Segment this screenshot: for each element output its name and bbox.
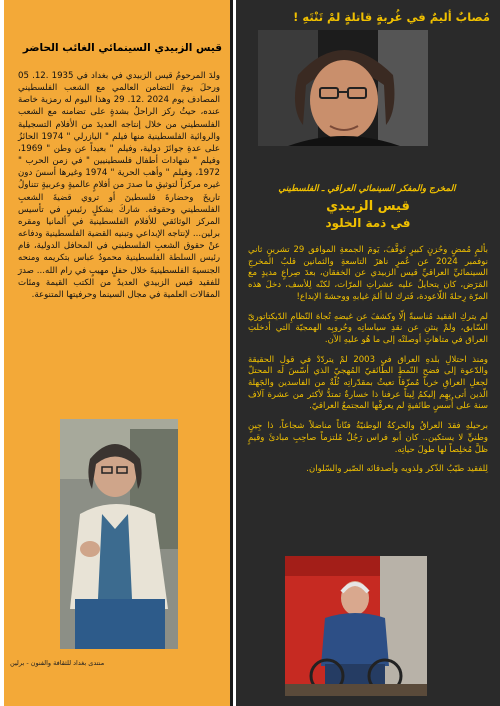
paragraph: لم يتركِ الفقيد مُناسبةً إلّا وكشفَ عن غيضهِ تُجاهَ النّظامِ الدّيكتاتوريّ السّابق، ولمْ ينثنِ عن نقدِ سياساتِه وحُروبِه الهمجيّة التي أدخلتِ العراق في متاهاتٍ أوصلتْه إلى ما هُو عليهِ الآن. xyxy=(248,311,488,345)
paragraph: بألمٍ مُمضٍ وحُزنٍ كبيرٍ تَوقَّفَ، يَومَ الجمعةِ الموافق 29 تشرينٍ ثاني نوفمبر 2024 عن عُمرٍ ناهزَ التاسعةِ والثمانين قلبُ المخرجِ السينمائيِّ العراقيِّ قيس الزبيدي عن الخفقان، بعدَ صِراعٍ مديدٍ مع المَرَض، كان يتحايلُ عليه عشراتِ المرّات، لكنّه لِلأسف، دخلَ هذه المرّة رِحلةَ اللّاعودة، فَترك لنا ألمَ غيابهِ ووحشةَ الإبداع! xyxy=(248,245,488,302)
paragraph: لِلفقيد طيّبُ الذّكر ولذويه وأصدقائه الصّبر والسّلوان. xyxy=(306,464,488,475)
right-headline: مُصابٌ أليمٌ في غُربةٍ قاتلةٍ لمْ تَنْتَهِ ! xyxy=(293,10,490,24)
right-subtitle: المخرج والمفكر السينمائي العراقي ـ الفلسطيني xyxy=(278,184,456,194)
right-body-text xyxy=(248,245,488,476)
portrait-photo-seated xyxy=(60,419,178,649)
left-footer: منتدى بغداد للثقافة والفنون - برلين xyxy=(10,659,105,667)
paragraph: برحيلهِ فقدَ العراقُ والحركةُ الوطنيّةُ فنّاناً مناضلاً شجاعاً، ذا جِينٍ وطنيٍّ لا يستكين.. كان أبو فراس رَجُلٌ مُلتزماً صاحِبِ مبادئَ وقيمٍ ظلَّ مُخلِصاً لها طولَ حياتِه. xyxy=(248,421,488,455)
left-body-text: ولدَ المرحومُ قيس الزبيدي في بغداد في 1935 .12. 05 ورحلَ يومَ التضامن العالمي مع الشعب الفلسطيني المصادف يوم 2024 .12. 29 وهذا اليوم له رمزية خاصة عنده، حيثُ ركز الراحلُ بشدةٍ على تضامنه مع الشعب الفلسطيني من خلال إنتاجه العديدَ من الأفلام التسجيلية والروائية الفلسطينية منها فيلم " اليازرلي " 1974 الحائزُ على عدةِ جوائزَ دولية، وفيلم " بعيداً عن وطن " 1969، وفيلم " شهادات أطفال فلسطينيين " في زمن الحرب " 1972، وفيلم " وأهب الحرية " 1974 وغيرها أسسَ دون غيره مركزاً لتوثيقِ ما صدرَ من أفلامٍ عالميةٍ وعربيةٍ تتناولُ تاريخَ وحضارةَ فلسطينَ أو تروي قضيةَ الشعبِ الفلسطيني وحقوقه. شاركَ بشكلٍ رئيسٍ في تأسيس المركز الوثائقي للأفلام الفلسطينية في ألمانيا ومقره برلين... لإنتاجه الإبداعي وتبنيه القضية الفلسطينية ودفاعه عنْ حقوق الشعبِ الفلسطيني في المحافل الدولية، قام رئيس السلطة الفلسطينية محمودُ عباس بتكريمه ومنحه الجنسيةَ الفلسطينيةَ خلال حفلٍ مهيبٍ في رام الله... صدرَ للفقيد قيس الزبيدي العديدُ من الكتب القيمة ومئات المقالات العلمية في مجال السينما وحرفيتها المتنوعة. xyxy=(18,71,221,300)
left-title: قيس الزبيدي السينمائي الغائب الحاضر xyxy=(22,42,222,54)
person-name: قيس الزبيدي xyxy=(326,199,410,214)
paragraph: ومنذ احتلالِ بلدهِ العراق في 2003 لمْ يتردّدْ في قول الحقيقة والدّعوة إلى فضحِ النّمطِ الطّائفيّ المُهجيّ الذي أسّسَ لَه المحتلّ لجعلِ العراقِ خرباً مُمزّقاً تعيثُ بمقدّراتِه ثُلّةٌ من الفاسدين والجَهلة الّذين أتى بِهِم إليكمُ لِيتاً عرفنا ذا خسارةٌ تمتدُّ لأكثر من عشرة آلاف سنة على أُسسٍ طائفيةٍ لم يعرفْها المجتمعُ العراقيّ. xyxy=(248,354,488,412)
photo-wheelchair xyxy=(285,556,427,696)
portrait-photo-closeup xyxy=(258,30,428,146)
in-memoriam-text: في ذمة الخلود xyxy=(325,216,411,230)
